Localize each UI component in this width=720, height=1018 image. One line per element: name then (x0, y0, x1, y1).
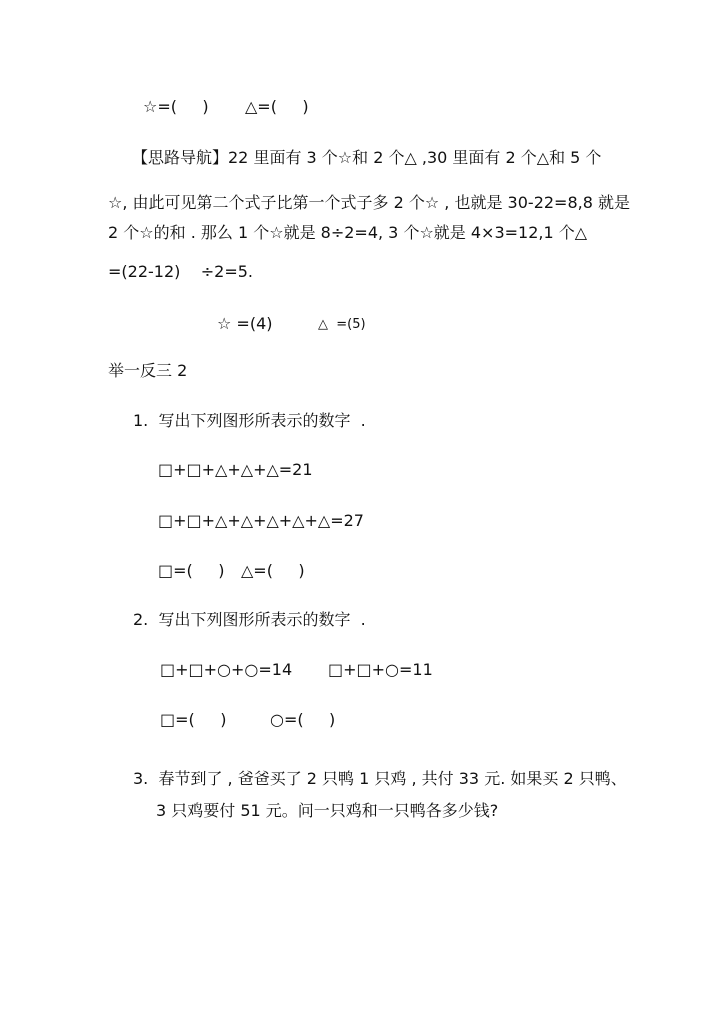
question-1-square-blank: □=( ) (158, 561, 225, 580)
star-blank: ☆=( ) (143, 97, 209, 116)
hint-line-2: ☆, 由此可见第二个式子比第一个式子多 2 个☆ , 也就是 30-22=8,8 就是 (108, 193, 630, 212)
question-1-equation-2: □+□+△+△+△+△+△=27 (158, 511, 364, 530)
question-2-square-blank: □=( ) (160, 710, 227, 729)
answer-star: ☆ =(4) (217, 314, 273, 333)
question-2-circle-blank: ○=( ) (270, 710, 336, 729)
hint-line-1: 【思路导航】22 里面有 3 个☆和 2 个△ ,30 里面有 2 个△和 5 个 (132, 148, 602, 167)
question-3-line-2: 3 只鸡要付 51 元。问一只鸡和一只鸭各多少钱? (156, 801, 499, 820)
hint-line-4: =(22-12) ÷2=5. (108, 262, 253, 281)
question-1-equation-1: □+□+△+△+△=21 (158, 460, 313, 479)
question-2-prompt: 2. 写出下列图形所表示的数字 . (133, 610, 366, 629)
answer-triangle: △ =(5) (318, 317, 366, 332)
question-1-prompt: 1. 写出下列图形所表示的数字 . (133, 411, 366, 430)
section-title: 举一反三 2 (108, 361, 188, 380)
question-1-triangle-blank: △=( ) (241, 561, 305, 580)
question-2-equation-1: □+□+○+○=14 (160, 660, 293, 679)
hint-line-3: 2 个☆的和 . 那么 1 个☆就是 8÷2=4, 3 个☆就是 4×3=12,1 个△ (108, 223, 588, 242)
question-2-equation-2: □+□+○=11 (328, 660, 433, 679)
question-3-line-1: 3. 春节到了 , 爸爸买了 2 只鸭 1 只鸡 , 共付 33 元. 如果买 2 只鸭、 (133, 769, 627, 788)
triangle-blank: △=( ) (245, 97, 309, 116)
